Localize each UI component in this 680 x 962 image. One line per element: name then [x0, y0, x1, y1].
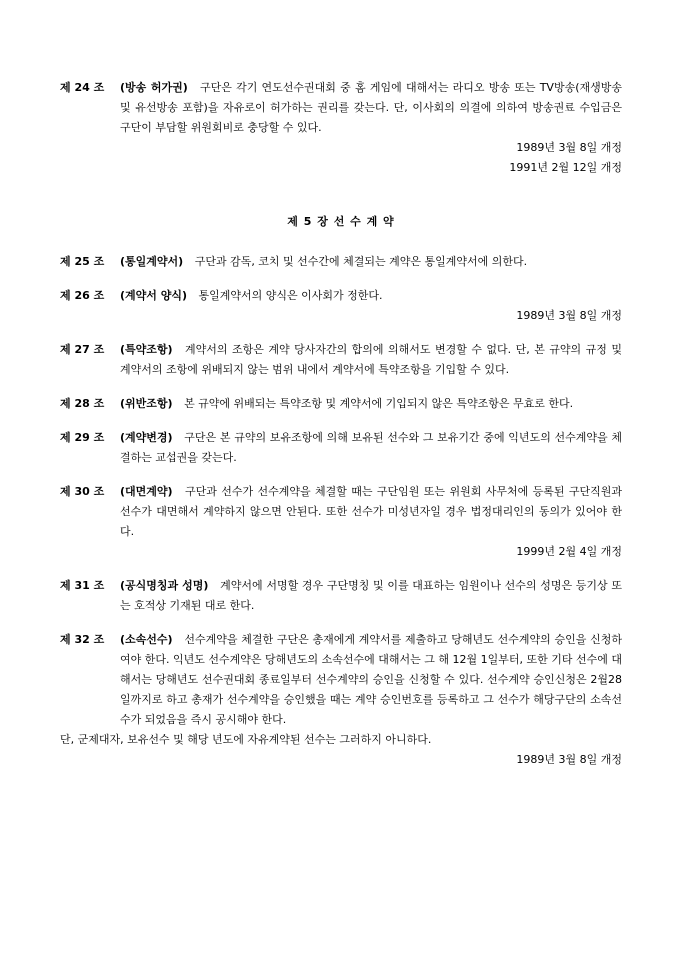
- article-29: [60, 428, 622, 468]
- article-title: (통일계약서): [120, 255, 184, 268]
- article-number: 제 26 조: [60, 289, 105, 302]
- article-number: 제 27 조: [60, 343, 105, 356]
- article-title: (위반조항): [120, 397, 173, 410]
- spacer: [60, 178, 622, 212]
- article-text: 구단은 각기 연도선수권대회 중 홈 게임에 대해서는 라디오 방송 또는 TV방송(재생방송 및 유선방송 포함)을 자유로이 허가하는 권리를 갖는다. 단, 이사회의 의결에 의하여 방송권료 수입금은 구단이 부담할 위원회비로 충당할 수 있다.: [120, 81, 623, 134]
- article-number: 제 31 조: [60, 579, 105, 592]
- article-title: (방송 허가권): [120, 81, 188, 94]
- article-text: 선수계약을 체결한 구단은 총재에게 계약서를 제출하고 당해년도 선수계약의 승인을 신청하여야 한다. 익년도 선수계약은 당해년도의 소속선수에 대해서는 그 해 12월 1일부터, 또한 기타 선수에 대해서는 당해년도 선수권대회 종료일부터 선수계약의 승인을 신청할 수 있다. 선수계약 승인신청은 2월28일까지로 하고 총재가 선수계약을 승인했을 때는 계약 승인번호를 등록하고 그 선수가 해당구단의 소속선수가 되었음을 즉시 공시해야 한다.: [120, 633, 622, 726]
- spacer: [60, 414, 622, 428]
- article-number: 제 32 조: [60, 633, 105, 646]
- spacer: [60, 380, 622, 394]
- article-text: 본 규약에 위배되는 특약조항 및 계약서에 기입되지 않은 특약조항은 무효로 한다.: [184, 397, 574, 410]
- spacer: [60, 272, 622, 286]
- spacer: [60, 326, 622, 340]
- article-number: 제 24 조: [60, 81, 105, 94]
- spacer: [60, 468, 622, 482]
- article-25: [60, 252, 622, 272]
- article-27: [60, 340, 622, 380]
- article-32: [60, 630, 622, 730]
- article-title: (특약조항): [120, 343, 173, 356]
- article-text: 통일계약서의 양식은 이사회가 정한다.: [198, 289, 383, 302]
- article-title: (소속선수): [120, 633, 173, 646]
- article-31: [60, 576, 622, 616]
- article-title: (계약변경): [120, 431, 173, 444]
- article-title: (계약서 양식): [120, 289, 188, 302]
- amendment-date: 1989년 3월 8일 개정: [516, 141, 622, 154]
- spacer: [60, 616, 622, 630]
- amendment-date: 1999년 2월 4일 개정: [516, 545, 622, 558]
- article-number: 제 29 조: [60, 431, 105, 444]
- amendment-date: 1989년 3월 8일 개정: [516, 309, 622, 322]
- article-text: 계약서의 조항은 계약 당사자간의 합의에 의해서도 변경할 수 없다. 단, 본 규약의 규정 및 계약서의 조항에 위배되지 않는 범위 내에서 계약서에 특약조항을 기입할 수 있다.: [120, 343, 622, 376]
- article-text: 계약서에 서명할 경우 구단명칭 및 이를 대표하는 임원이나 선수의 성명은 등기상 또는 호적상 기재된 대로 한다.: [120, 579, 622, 612]
- article-title: (대면계약): [120, 485, 173, 498]
- article-text: 구단과 감독, 코치 및 선수간에 체결되는 계약은 통일계약서에 의한다.: [194, 255, 528, 268]
- amendment-date: 1991년 2월 12일 개정: [509, 161, 622, 174]
- article-24: [60, 78, 622, 138]
- article-text: 구단은 본 규약의 보유조항에 의해 보유된 선수와 그 보유기간 중에 익년도의 선수계약을 체결하는 교섭권을 갖는다.: [120, 431, 622, 464]
- article-number: 제 30 조: [60, 485, 105, 498]
- chapter-heading: 제 5 장 선 수 계 약: [287, 215, 395, 228]
- article-number: 제 28 조: [60, 397, 105, 410]
- proviso-note: 단, 군제대자, 보유선수 및 해당 년도에 자유계약된 선수는 그러하지 아니하다.: [60, 733, 432, 746]
- amendment-date: 1989년 3월 8일 개정: [516, 753, 622, 766]
- spacer: [60, 232, 622, 252]
- article-28: [60, 394, 622, 414]
- article-number: 제 25 조: [60, 255, 105, 268]
- document-page: [60, 78, 622, 770]
- article-text: 구단과 선수가 선수계약을 체결할 때는 구단임원 또는 위원회 사무처에 등록된 구단직원과 선수가 대면해서 계약하지 않으면 안된다. 또한 선수가 미성년자일 경우 법정대리인의 동의가 있어야 한다.: [120, 485, 622, 538]
- article-title: (공식명칭과 성명): [120, 579, 209, 592]
- article-26: [60, 286, 622, 306]
- article-30: [60, 482, 622, 542]
- spacer: [60, 562, 622, 576]
